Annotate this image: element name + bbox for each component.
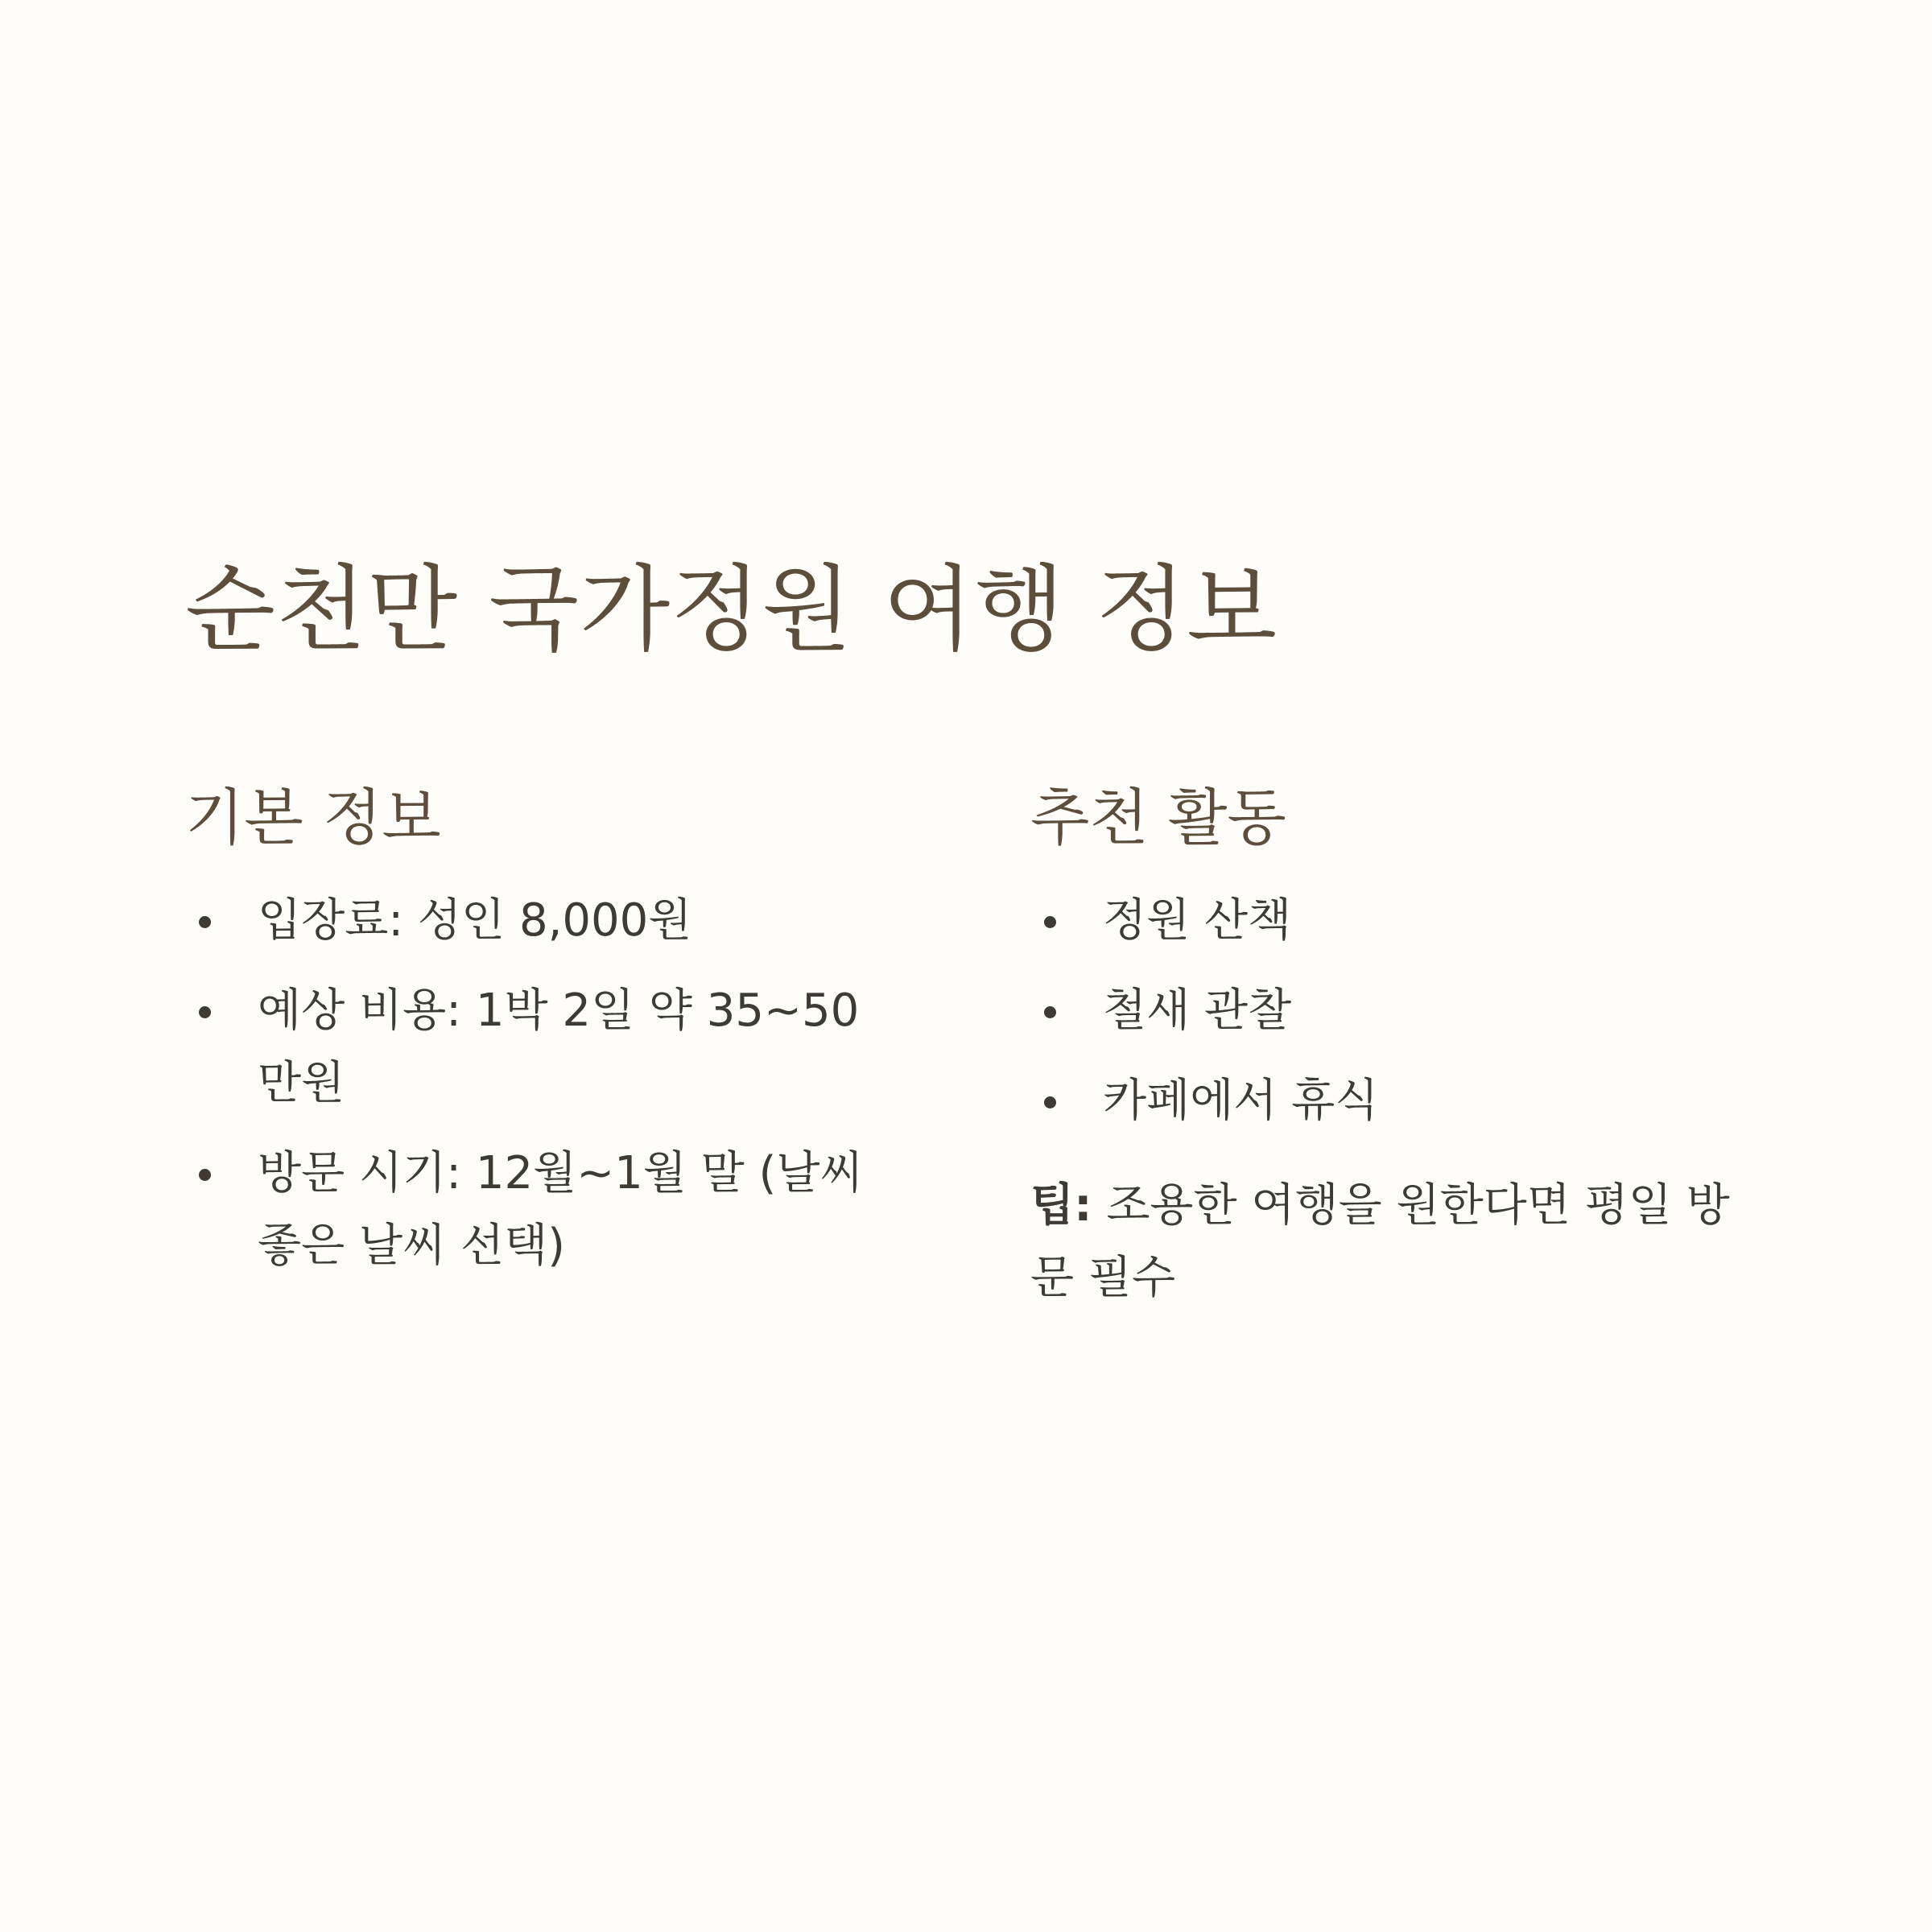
recommended-activities-list xyxy=(1030,885,1739,1137)
bullet-icon xyxy=(199,1006,211,1018)
slide xyxy=(185,0,1747,1932)
basic-info-list xyxy=(185,885,894,1282)
list-item-text: 철새 관찰 xyxy=(1103,985,1292,1038)
basic-info-heading: 기본 정보 xyxy=(185,782,441,853)
basic-info-section xyxy=(185,781,894,1300)
list-item-text: 정원 산책 xyxy=(1103,894,1292,947)
bullet-icon xyxy=(1044,916,1056,928)
list-item xyxy=(185,885,894,957)
list-item-text: 예상 비용: 1박 2일 약 35~50만원 xyxy=(258,985,860,1110)
list-item xyxy=(1030,975,1739,1047)
bullet-icon xyxy=(1044,1096,1056,1108)
list-item-text: 방문 시기: 12월~1월 말 (날씨 좋은 날씨 선택) xyxy=(258,1147,864,1273)
tip-note xyxy=(1030,1170,1739,1315)
page-title: 순천만 국가정원 여행 정보 xyxy=(185,555,1278,664)
tip-text: 조용한 여행을 원한다면 평일 방문 필수 xyxy=(1030,1179,1730,1305)
bullet-icon xyxy=(1044,1006,1056,1018)
list-item xyxy=(1030,885,1739,957)
list-item-text: 입장료: 성인 8,000원 xyxy=(258,894,692,947)
list-item xyxy=(185,1137,894,1282)
bullet-icon xyxy=(199,1169,211,1181)
list-item xyxy=(185,975,894,1120)
list-item xyxy=(1030,1065,1739,1137)
recommended-activities-section xyxy=(1030,781,1739,1315)
list-item-text: 카페에서 휴식 xyxy=(1103,1075,1379,1128)
recommended-activities-heading: 추천 활동 xyxy=(1030,782,1286,853)
tip-label: 팁: xyxy=(1030,1179,1092,1232)
bullet-icon xyxy=(199,916,211,928)
